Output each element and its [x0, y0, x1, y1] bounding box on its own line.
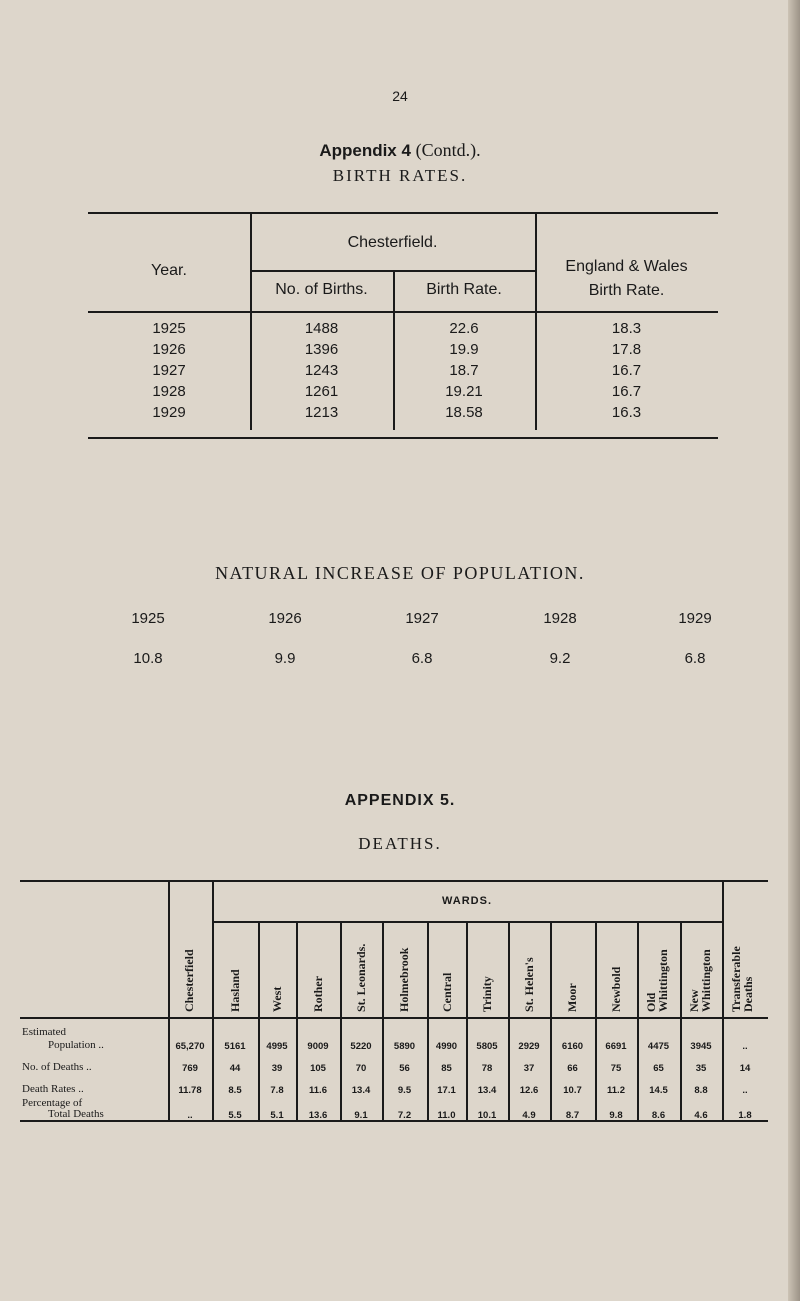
death-cell: 10.7 [563, 1085, 582, 1096]
year-cell: 1928 [152, 383, 186, 400]
col-header: Chesterfield [182, 949, 196, 1012]
header-england-wales-rate: Birth Rate. [588, 282, 665, 299]
appendix5-heading: APPENDIX 5. [344, 792, 456, 809]
header-birth-rate: Birth Rate. [426, 281, 502, 298]
death-cell: 70 [355, 1063, 367, 1074]
header-chesterfield: Chesterfield. [347, 234, 438, 251]
death-cell: 13.4 [351, 1085, 371, 1096]
death-cell: 14.5 [649, 1085, 668, 1096]
rule [88, 437, 718, 439]
death-cell: 5805 [476, 1041, 498, 1052]
rate-cell: 22.6 [449, 320, 479, 337]
death-cell: 6160 [561, 1041, 584, 1052]
row-label: Total Deaths [48, 1108, 104, 1120]
births-cell: 1261 [304, 383, 339, 400]
header-england-wales: England & Wales [565, 258, 688, 275]
death-cell: 8.8 [694, 1085, 708, 1096]
death-cell: 6691 [605, 1041, 627, 1052]
death-cell: .. [187, 1110, 193, 1121]
col-header: West [270, 986, 284, 1012]
death-cell: 9.8 [609, 1110, 623, 1121]
death-cell: 75 [610, 1063, 622, 1074]
ni-year: 1926 [268, 610, 302, 627]
death-cell: 5161 [224, 1041, 246, 1052]
death-cell: 11.6 [309, 1085, 327, 1096]
ew-rate-cell: 16.7 [611, 383, 642, 400]
row-label: Death Rates .. [22, 1083, 84, 1095]
death-cell: 8.6 [651, 1110, 666, 1121]
death-cell: 65 [653, 1063, 664, 1074]
births-cell: 1396 [304, 341, 339, 358]
death-cell: 10.1 [477, 1110, 497, 1121]
appendix4-label: Appendix 4 [319, 141, 411, 160]
death-cell: 9009 [307, 1041, 329, 1052]
rule [20, 1017, 768, 1019]
appendix4-contd: (Contd.). [415, 140, 481, 160]
death-cell: 13.4 [477, 1085, 497, 1096]
death-cell: 85 [441, 1063, 452, 1074]
ni-year: 1929 [678, 610, 712, 627]
death-cell: 5.5 [228, 1110, 242, 1121]
births-cell: 1488 [304, 320, 339, 337]
ni-year: 1928 [543, 610, 577, 627]
ni-year: 1927 [405, 610, 439, 627]
death-cell: 7.2 [397, 1110, 412, 1121]
death-cell: 5220 [350, 1041, 372, 1052]
death-cell: 8.5 [228, 1085, 242, 1096]
death-cell: 13.6 [308, 1110, 328, 1121]
death-cell: 35 [695, 1063, 707, 1074]
rule [20, 880, 768, 882]
col-header: Old Whittington [644, 949, 670, 1012]
births-cell: 1243 [304, 362, 339, 379]
rule [168, 880, 170, 1120]
death-cell: 769 [182, 1063, 198, 1074]
ni-value: 6.8 [411, 650, 433, 667]
death-cell: 3945 [690, 1041, 712, 1052]
death-cell: 39 [271, 1063, 283, 1074]
page-number: 24 [392, 88, 408, 104]
ew-rate-cell: 18.3 [611, 320, 642, 337]
deaths-title: DEATHS. [358, 834, 442, 853]
ew-rate-cell: 16.3 [611, 404, 642, 421]
death-cell: 65,270 [175, 1041, 205, 1052]
col-header: Trinity [480, 976, 494, 1012]
death-cell: 66 [567, 1063, 578, 1074]
births-cell: 1213 [304, 404, 339, 421]
row-label: Percentage of [22, 1097, 83, 1109]
death-cell: 7.8 [270, 1085, 284, 1096]
header-year: Year. [151, 262, 187, 279]
rate-cell: 18.58 [445, 404, 483, 421]
death-cell: .. [742, 1085, 748, 1096]
rule [212, 880, 214, 1120]
year-cell: 1929 [152, 404, 186, 421]
ew-rate-cell: 16.7 [611, 362, 642, 379]
ni-value: 9.2 [549, 650, 571, 667]
birth-rates-title: BIRTH RATES. [332, 166, 468, 185]
page-edge [788, 0, 800, 1301]
col-header: Hasland [228, 969, 242, 1012]
rate-cell: 19.21 [445, 383, 483, 400]
year-cell: 1925 [152, 320, 186, 337]
ni-year: 1925 [131, 610, 165, 627]
year-cell: 1926 [152, 341, 186, 358]
death-cell: 8.7 [565, 1110, 580, 1121]
rule [88, 212, 718, 214]
death-cell: 9.5 [397, 1085, 412, 1096]
death-cell: 44 [229, 1063, 241, 1074]
col-header: New Whittington [687, 949, 713, 1012]
death-cell: 17.1 [437, 1085, 456, 1096]
death-cell: 4475 [647, 1041, 670, 1052]
death-cell: 1.8 [738, 1110, 752, 1121]
death-cell: 37 [523, 1063, 535, 1074]
death-cell: 11.78 [178, 1085, 202, 1096]
year-cell: 1927 [152, 362, 186, 379]
death-cell: 56 [399, 1063, 410, 1074]
death-cell: 4995 [266, 1041, 288, 1052]
col-header: Holmebrook [397, 947, 411, 1012]
death-cell: 5.1 [270, 1110, 284, 1121]
death-cell: .. [742, 1041, 748, 1052]
row-label: No. of Deaths .. [22, 1061, 92, 1073]
rate-cell: 18.7 [449, 362, 479, 379]
rule [722, 880, 724, 1120]
death-cell: 105 [310, 1063, 326, 1074]
col-header: Rother [311, 976, 325, 1012]
appendix4-heading [0, 140, 800, 161]
death-cell: 4990 [435, 1041, 458, 1052]
natural-increase-title: NATURAL INCREASE OF POPULATION. [215, 563, 585, 583]
col-header: Central [440, 972, 454, 1012]
ni-value: 6.8 [684, 650, 706, 667]
col-header: St. Helen's [522, 957, 536, 1012]
death-cell: 4.9 [522, 1110, 536, 1121]
ew-rate-cell: 17.8 [611, 341, 642, 358]
death-cell: 9.1 [354, 1110, 368, 1121]
col-header: Newbold [609, 966, 623, 1012]
death-cell: 2929 [518, 1041, 540, 1052]
wards-header: WARDS. [442, 895, 492, 907]
death-cell: 5890 [393, 1041, 416, 1052]
death-cell: 14 [739, 1063, 751, 1074]
row-label: Population .. [48, 1039, 104, 1051]
row-label: Estimated [22, 1026, 66, 1038]
ni-value: 9.9 [274, 650, 296, 667]
header-births: No. of Births. [275, 281, 368, 298]
death-cell: 11.2 [607, 1085, 625, 1096]
death-cell: 12.6 [519, 1085, 539, 1096]
col-header: St. Leonards. [354, 943, 368, 1012]
death-cell: 78 [481, 1063, 493, 1074]
death-cell: 4.6 [694, 1110, 708, 1121]
col-header: Moor [565, 983, 579, 1012]
rule [88, 311, 718, 313]
rate-cell: 19.9 [449, 341, 479, 358]
death-cell: 11.0 [437, 1110, 456, 1121]
col-header: Transferable Deaths [729, 946, 755, 1012]
ni-value: 10.8 [133, 650, 163, 667]
